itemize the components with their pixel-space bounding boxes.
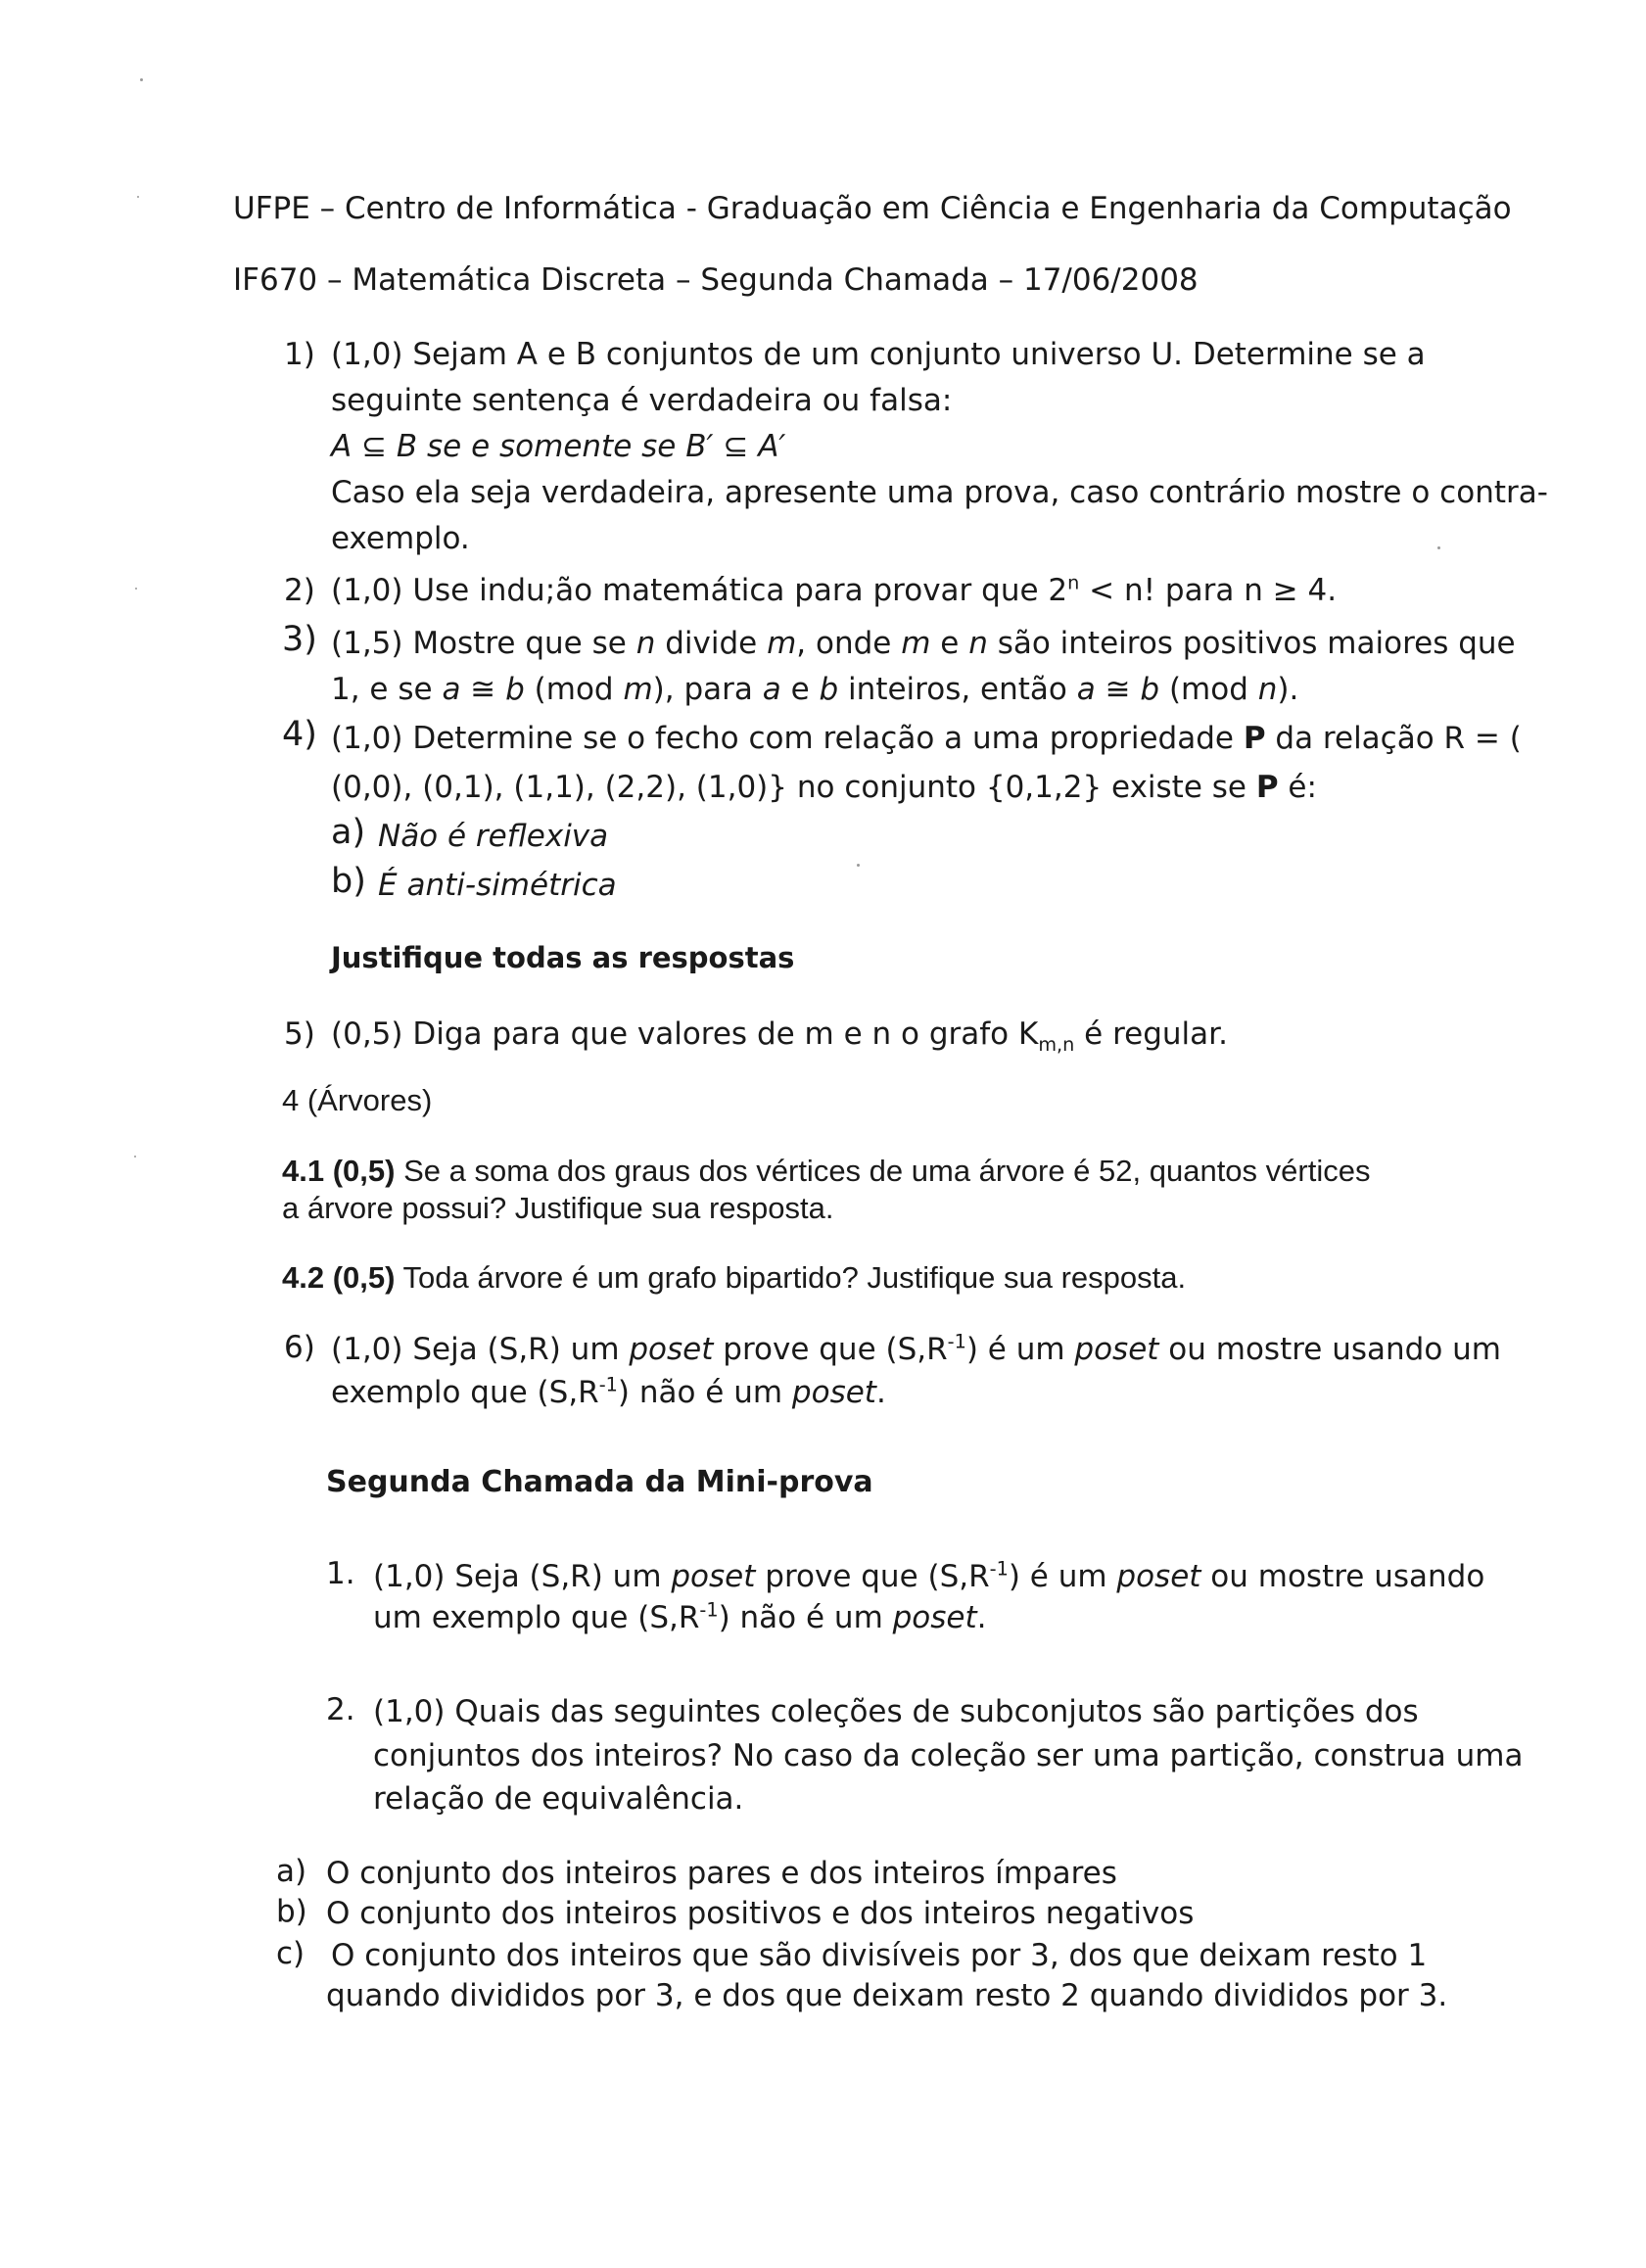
q1-line-5: exemplo. (331, 521, 470, 556)
q5-text: (0,5) Diga para que valores de m e n o grafo $K_{m,n}$ é regular. (331, 1016, 1228, 1057)
arvores-title: 4 (Árvores) (282, 1083, 433, 1117)
scan-speck (140, 78, 143, 81)
q4a-label: a) (331, 813, 366, 852)
q5-number: 5) (284, 1016, 315, 1052)
mini-q2-line-2: conjuntos dos inteiros? No caso da coleção ser uma partição, construa uma (373, 1738, 1524, 1773)
scan-speck (137, 196, 139, 198)
q6-line-2: exemplo que $(S,R^{-1})$ não é um poset. (331, 1373, 886, 1410)
item-c-label: c) (276, 1936, 306, 1971)
mini-title: Segunda Chamada da Mini-prova (326, 1465, 873, 1499)
item-c-line-1: O conjunto dos inteiros que são divisíveis por 3, dos que deixam resto 1 (331, 1938, 1428, 1973)
q2-text: (1,0) Use indu;ão matemática para provar que $2^n < n$! para n ≥ 4. (331, 571, 1338, 608)
q3-line-1: (1,5) Mostre que se n divide m, onde m e n são inteiros positivos maiores que (331, 626, 1516, 661)
mini-q1-line-2: um exemplo que $(S,R^{-1})$ não é um poset. (373, 1598, 987, 1635)
q4-number: 4) (282, 715, 317, 754)
header-line-2: IF670 – Matemática Discreta – Segunda Chamada – 17/06/2008 (233, 262, 1199, 298)
q4b-label: b) (331, 862, 366, 901)
q41-line-1: 4.1 (0,5) Se a soma dos graus dos vértices de uma árvore é 52, quantos vértices (282, 1154, 1371, 1188)
item-b-text: O conjunto dos inteiros positivos e dos inteiros negativos (326, 1896, 1195, 1931)
scan-speck (135, 588, 137, 590)
item-a-text: O conjunto dos inteiros pares e dos inteiros ímpares (326, 1856, 1117, 1891)
item-a-label: a) (276, 1854, 307, 1889)
q1-line-1: (1,0) Sejam A e B conjuntos de um conjunto universo U. Determine se a (331, 337, 1426, 372)
q3-number: 3) (282, 620, 317, 659)
q3-line-2: 1, e se a ≅ b (mod m), para a e b inteiros, então a ≅ b (mod n). (331, 672, 1299, 707)
justify-note: Justifique todas as respostas (331, 941, 795, 974)
header-line-1: UFPE – Centro de Informática - Graduação em Ciência e Engenharia da Computação (233, 191, 1512, 226)
q4-line-2: (0,0), (0,1), (1,1), (2,2), (1,0)} no conjunto {0,1,2} existe se P é: (331, 770, 1317, 805)
mini-q1-line-1: (1,0) Seja (S,R) um poset prove que $(S,R^{-1})$ é um poset ou mostre usando (373, 1557, 1485, 1594)
mini-q2-line-1: (1,0) Quais das seguintes coleções de subconjutos são partições dos (373, 1694, 1419, 1729)
q41-line-2: a árvore possui? Justifique sua resposta. (282, 1191, 834, 1225)
mini-q2-line-3: relação de equivalência. (373, 1781, 744, 1817)
scan-speck (857, 864, 860, 867)
q6-line-1: (1,0) Seja (S,R) um poset prove que $(S,R^{-1})$ é um poset ou mostre usando um (331, 1330, 1502, 1367)
q42-text: 4.2 (0,5) Toda árvore é um grafo bipartido? Justifique sua resposta. (282, 1260, 1187, 1295)
q4b-text: É anti-simétrica (378, 868, 617, 903)
q4a-text: Não é reflexiva (378, 819, 609, 854)
q1-line-2: seguinte sentença é verdadeira ou falsa: (331, 383, 953, 418)
scan-speck (1437, 546, 1440, 549)
mini-q2-number: 2. (326, 1692, 355, 1727)
item-b-label: b) (276, 1894, 307, 1929)
q1-formula: A ⊆ B se e somente se B′ ⊆ A′ (331, 429, 786, 464)
item-c-line-2: quando divididos por 3, e dos que deixam resto 2 quando divididos por 3. (326, 1978, 1448, 2013)
q1-line-4: Caso ela seja verdadeira, apresente uma prova, caso contrário mostre o contra- (331, 475, 1548, 510)
q4-line-1: (1,0) Determine se o fecho com relação a uma propriedade P da relação R = ( (331, 721, 1522, 756)
scan-speck (134, 1156, 136, 1158)
q2-number: 2) (284, 573, 315, 608)
q1-number: 1) (284, 337, 315, 372)
mini-q1-number: 1. (326, 1556, 355, 1591)
q6-number: 6) (284, 1330, 315, 1365)
